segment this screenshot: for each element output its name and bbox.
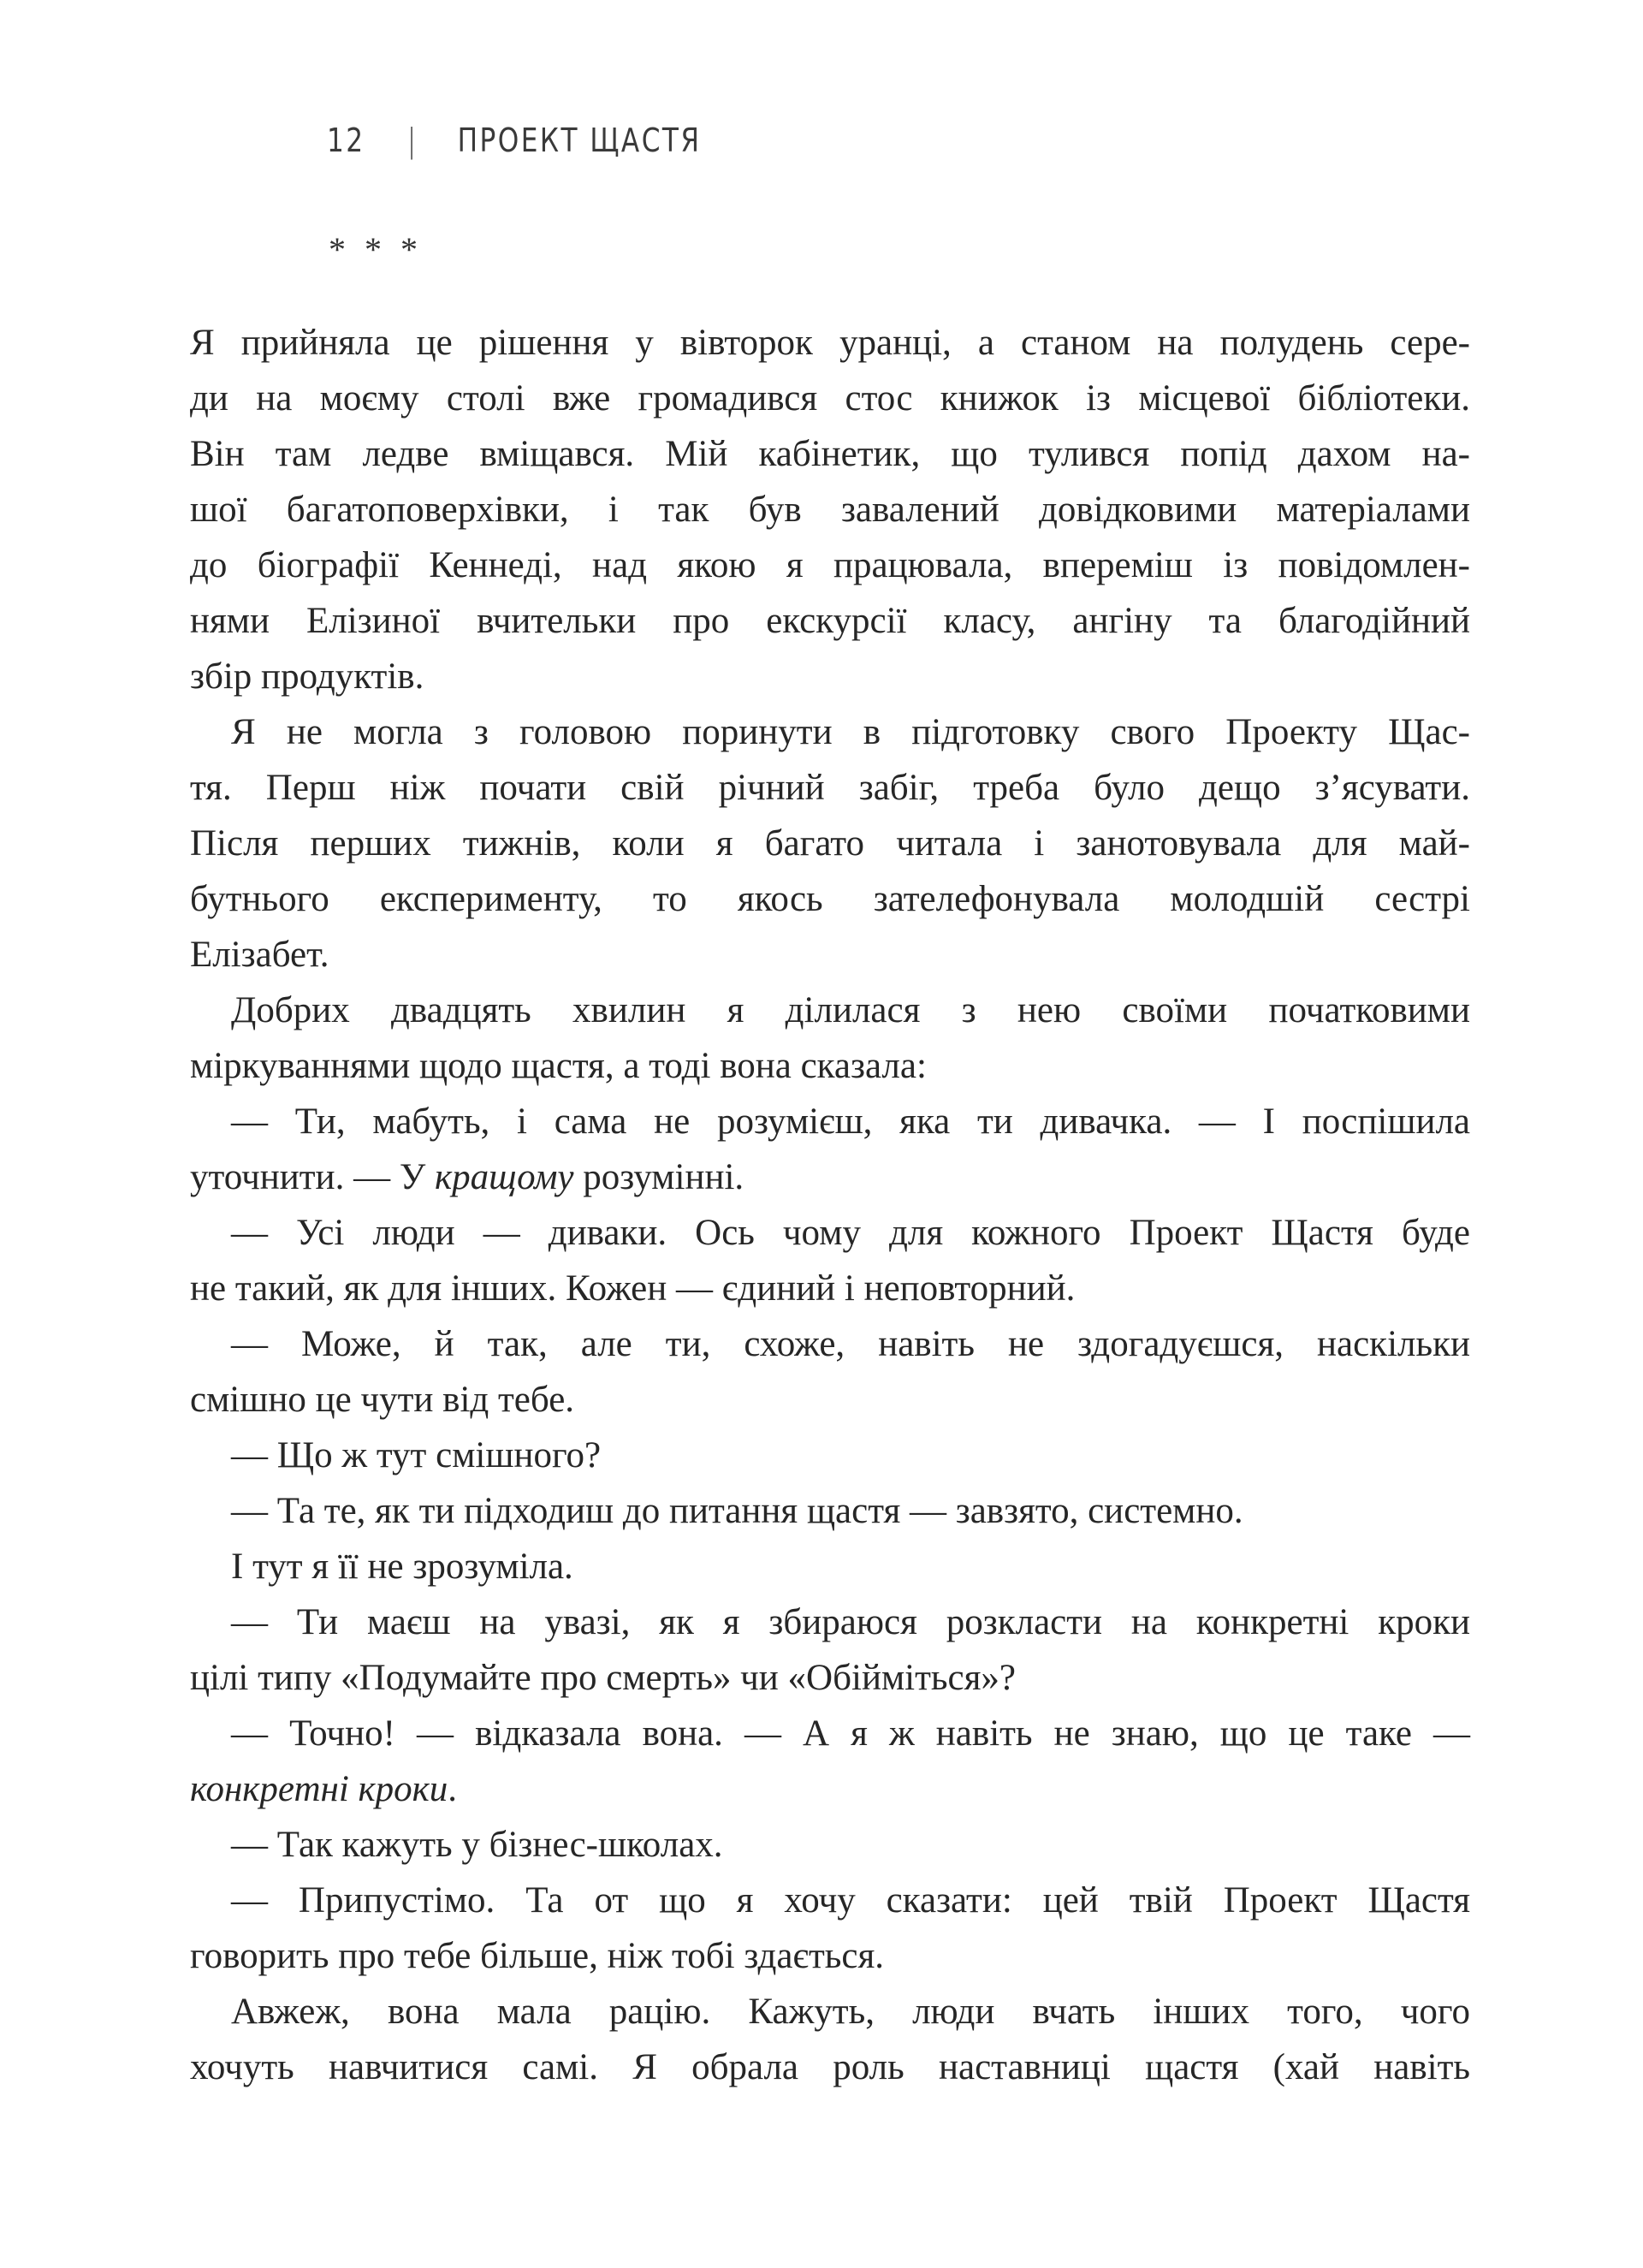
text-segment: Він там ледве вміщався. Мій кабінетик, що тулився попід дахом на- [190, 434, 1470, 474]
text-line [190, 1316, 1470, 1372]
text-segment: І тут я її не зрозуміла. [231, 1547, 573, 1587]
text-line [190, 426, 1470, 482]
text-line [190, 983, 1470, 1038]
running-head [327, 116, 702, 164]
text-line [190, 1038, 1470, 1094]
text-segment: до біографії Кеннеді, над якою я працювала, впереміш із повідомлен- [190, 545, 1470, 585]
text-segment: не такий, як для інших. Кожен — єдиний і неповторний. [190, 1268, 1076, 1309]
text-line [190, 760, 1470, 816]
text-line [190, 1873, 1470, 1928]
text-line [190, 1650, 1470, 1706]
text-segment: ди на моєму столі вже громадився стос книжок із місцевої бібліотеки. [190, 378, 1470, 419]
text-segment: — Ти маєш на увазі, як я збираюся розкласти на конкретні кроки [231, 1602, 1470, 1642]
text-segment: Я не могла з головою поринути в підготовку свого Проекту Щас- [231, 712, 1470, 752]
text-segment: Після перших тижнів, коли я багато читала і занотовувала для май- [190, 823, 1470, 864]
text-line [190, 2039, 1470, 2095]
text-line [190, 1428, 1470, 1483]
text-segment: — Так кажуть у бізнес-школах. [231, 1825, 723, 1865]
body-text [190, 315, 1470, 2095]
text-line [190, 1928, 1470, 1984]
text-segment: шої багатоповерхівки, і так був завалений довідковими матеріалами [190, 490, 1470, 530]
text-segment: смішно це чути від тебе. [190, 1380, 575, 1420]
text-segment: — Може, й так, але ти, схоже, навіть не здогадуєшся, наскільки [231, 1324, 1470, 1364]
text-line [190, 1372, 1470, 1428]
text-segment: цілі типу «Подумайте про смерть» чи «Обійміться»? [190, 1658, 1016, 1698]
text-segment: Елізабет. [190, 935, 329, 975]
text-line [190, 593, 1470, 649]
text-line [190, 704, 1470, 760]
text-line [190, 482, 1470, 537]
text-segment: . [448, 1769, 458, 1809]
text-line [190, 927, 1470, 983]
text-segment: — Усі люди — диваки. Ось чому для кожного Проект Щастя буде [231, 1213, 1470, 1253]
text-line [190, 1205, 1470, 1261]
text-line [190, 1094, 1470, 1149]
book-title: ПРОЕКТ ЩАСТЯ [457, 122, 702, 159]
text-segment: бутнього експерименту, то якось зателефонувала молодшій сестрі [190, 879, 1470, 919]
text-segment: розумінні. [573, 1157, 744, 1197]
text-line [190, 537, 1470, 593]
text-line [190, 1261, 1470, 1316]
text-line [190, 649, 1470, 704]
text-line [190, 1539, 1470, 1594]
text-segment: нями Елізиної вчительки про екскурсії класу, ангіну та благодійний [190, 601, 1470, 641]
text-segment: — Припустімо. Та от що я хочу сказати: цей твій Проект Щастя [231, 1880, 1470, 1921]
text-segment: — Та те, як ти підходиш до питання щастя — завзято, системно. [231, 1491, 1243, 1531]
text-segment: Добрих двадцять хвилин я ділилася з нею своїми початковими [231, 990, 1470, 1030]
header-separator: | [406, 122, 418, 159]
text-line [190, 1594, 1470, 1650]
text-segment: Я прийняла це рішення у вівторок уранці, а станом на полудень сере- [190, 323, 1470, 363]
text-line [190, 315, 1470, 371]
text-line [190, 1761, 1470, 1817]
text-segment: хочуть навчитися самі. Я обрала роль наставниці щастя (хай навіть [190, 2047, 1470, 2087]
italic-emphasis: кращому [435, 1157, 574, 1197]
text-line [190, 1706, 1470, 1761]
text-line [190, 1984, 1470, 2039]
text-segment: Авжеж, вона мала рацію. Кажуть, люди вчать інших того, чого [231, 1992, 1470, 2032]
text-segment: говорить про тебе більше, ніж тобі здається. [190, 1936, 884, 1976]
text-line [190, 816, 1470, 871]
text-segment: уточнити. — У [190, 1157, 436, 1197]
text-segment: — Що ж тут смішного? [231, 1435, 602, 1475]
text-segment: — Ти, мабуть, і сама не розумієш, яка ти дивачка. — І поспішила [231, 1101, 1470, 1142]
italic-emphasis: конкретні кроки [190, 1769, 448, 1809]
text-segment: міркуваннями щодо щастя, а тоді вона сказала: [190, 1046, 927, 1086]
page-number: 12 [327, 122, 365, 159]
text-segment: — Точно! — відказала вона. — А я ж навіть не знаю, що це таке — [231, 1713, 1470, 1754]
text-segment: збір продуктів. [190, 656, 424, 697]
text-segment: тя. Перш ніж почати свій річний забіг, треба було дещо з’ясувати. [190, 768, 1470, 808]
text-line [190, 1149, 1470, 1205]
section-break: * * * [329, 230, 423, 269]
text-line [190, 371, 1470, 426]
text-line [190, 1817, 1470, 1873]
text-line [190, 871, 1470, 927]
text-line [190, 1483, 1470, 1539]
